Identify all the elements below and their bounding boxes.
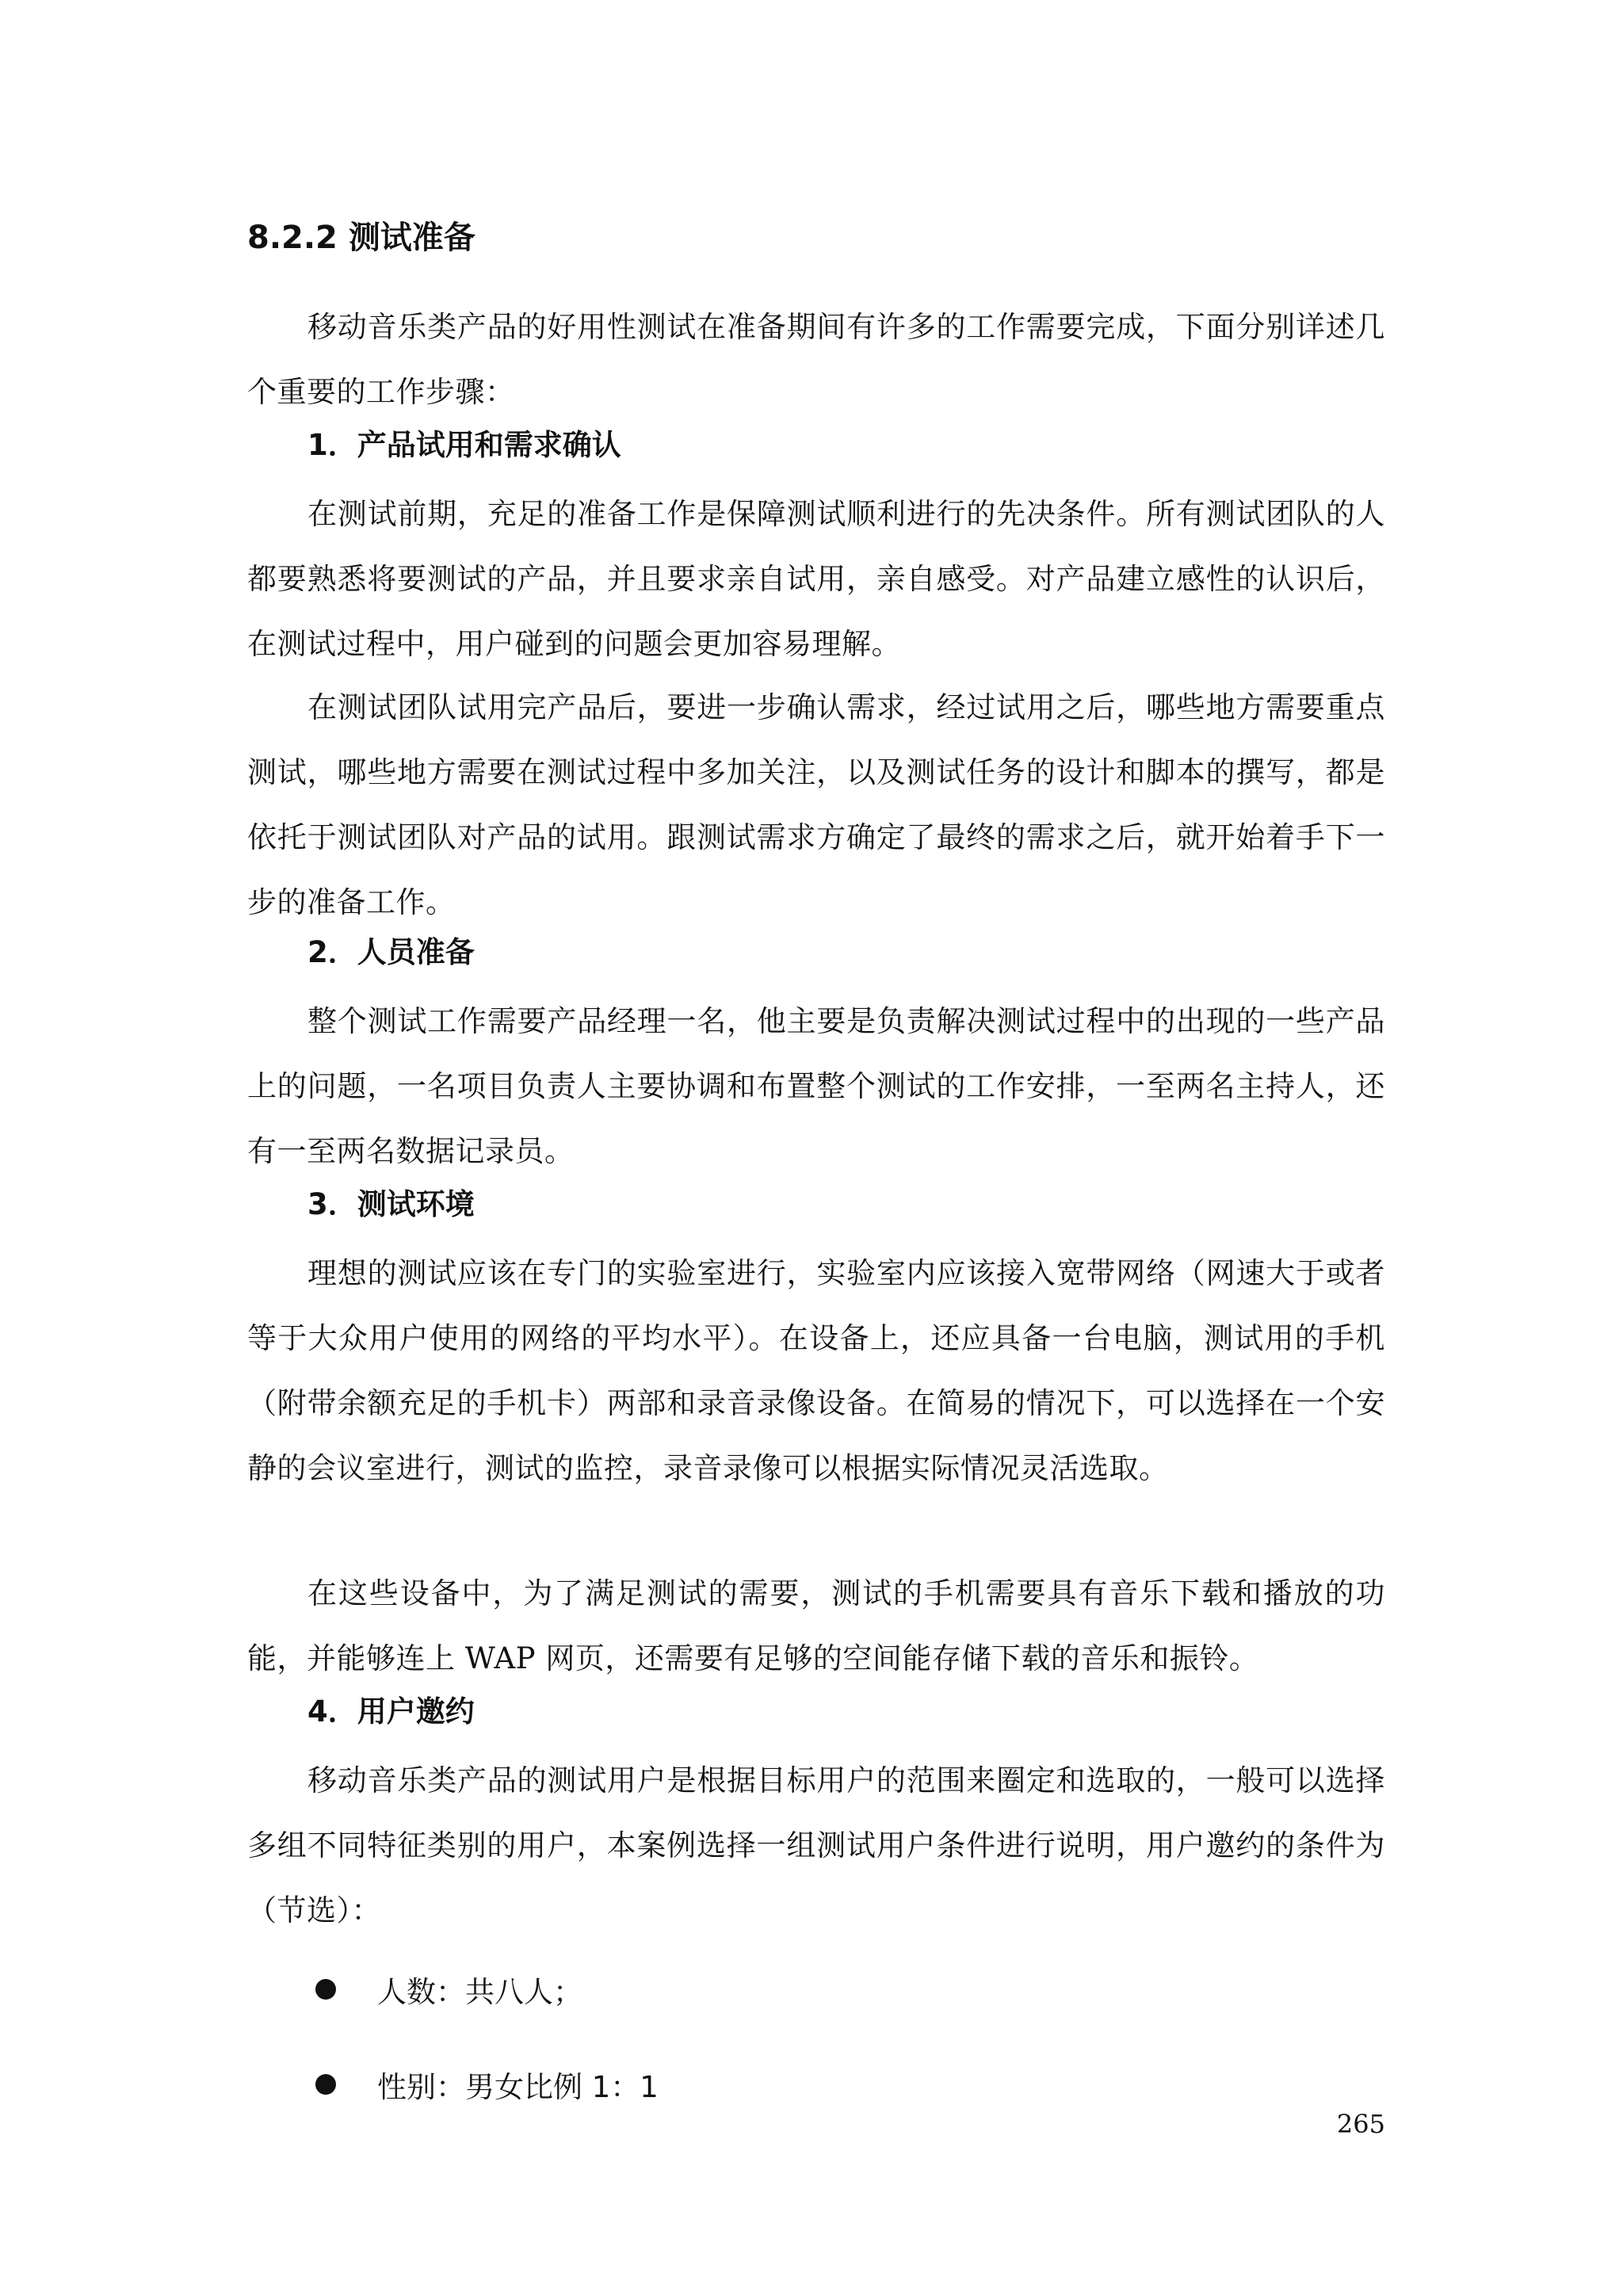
bullet-dot-icon bbox=[315, 1979, 336, 2000]
step-4-heading: 4．用户邀约 bbox=[307, 1694, 475, 1729]
step-3-paragraph-1: 理想的测试应该在专门的实验室进行，实验室内应该接入宽带网络（网速大于或者等于大众用户使用的网络的平均水平）。在设备上，还应具备一台电脑，测试用的手机（附带余额充足的手机卡）两部和录音录像设备。在简易的情况下，可以选择在一个安静的会议室进行，测试的监控，录音录像可以根据实际情况灵活选取。 bbox=[247, 1256, 1385, 1485]
step-2-paragraph-1: 整个测试工作需要产品经理一名，他主要是负责解决测试过程中的出现的一些产品上的问题，一名项目负责人主要协调和布置整个测试的工作安排，一至两名主持人，还有一至两名数据记录员。 bbox=[247, 1004, 1385, 1168]
step-1-paragraph-1: 在测试前期，充足的准备工作是保障测试顺利进行的先决条件。所有测试团队的人都要熟悉将要测试的产品，并且要求亲自试用，亲自感受。对产品建立感性的认识后，在测试过程中，用户碰到的问题会更加容易理解。 bbox=[247, 497, 1385, 661]
page-number: 265 bbox=[1336, 2109, 1385, 2139]
bullet-dot-icon bbox=[315, 2074, 336, 2095]
bullet-text: 性别：男女比例 1：1 bbox=[377, 2070, 659, 2104]
step-3-heading: 3．测试环境 bbox=[307, 1187, 475, 1221]
section-title: 8.2.2 测试准备 bbox=[247, 220, 475, 256]
bullet-text: 人数：共八人； bbox=[377, 1975, 582, 2009]
step-1-paragraph-2: 在测试团队试用完产品后，要进一步确认需求，经过试用之后，哪些地方需要重点测试，哪些地方需要在测试过程中多加关注，以及测试任务的设计和脚本的撰写，都是依托于测试团队对产品的试用。跟测试需求方确定了最终的需求之后，就开始着手下一步的准备工作。 bbox=[247, 690, 1385, 919]
step-4-paragraph-1: 移动音乐类产品的测试用户是根据目标用户的范围来圈定和选取的，一般可以选择多组不同特征类别的用户，本案例选择一组测试用户条件进行说明，用户邀约的条件为（节选）： bbox=[247, 1763, 1385, 1927]
step-2-heading: 2．人员准备 bbox=[307, 935, 475, 969]
step-3-paragraph-2: 在这些设备中，为了满足测试的需要，测试的手机需要具有音乐下载和播放的功能，并能够连上 WAP 网页，还需要有足够的空间能存储下载的音乐和振铃。 bbox=[247, 1576, 1385, 1675]
intro-paragraph: 移动音乐类产品的好用性测试在准备期间有许多的工作需要完成，下面分别详述几个重要的工作步骤： bbox=[247, 310, 1385, 409]
bullet-item bbox=[315, 2059, 659, 2110]
bullet-item bbox=[315, 1964, 582, 2015]
step-1-heading: 1．产品试用和需求确认 bbox=[307, 428, 621, 462]
